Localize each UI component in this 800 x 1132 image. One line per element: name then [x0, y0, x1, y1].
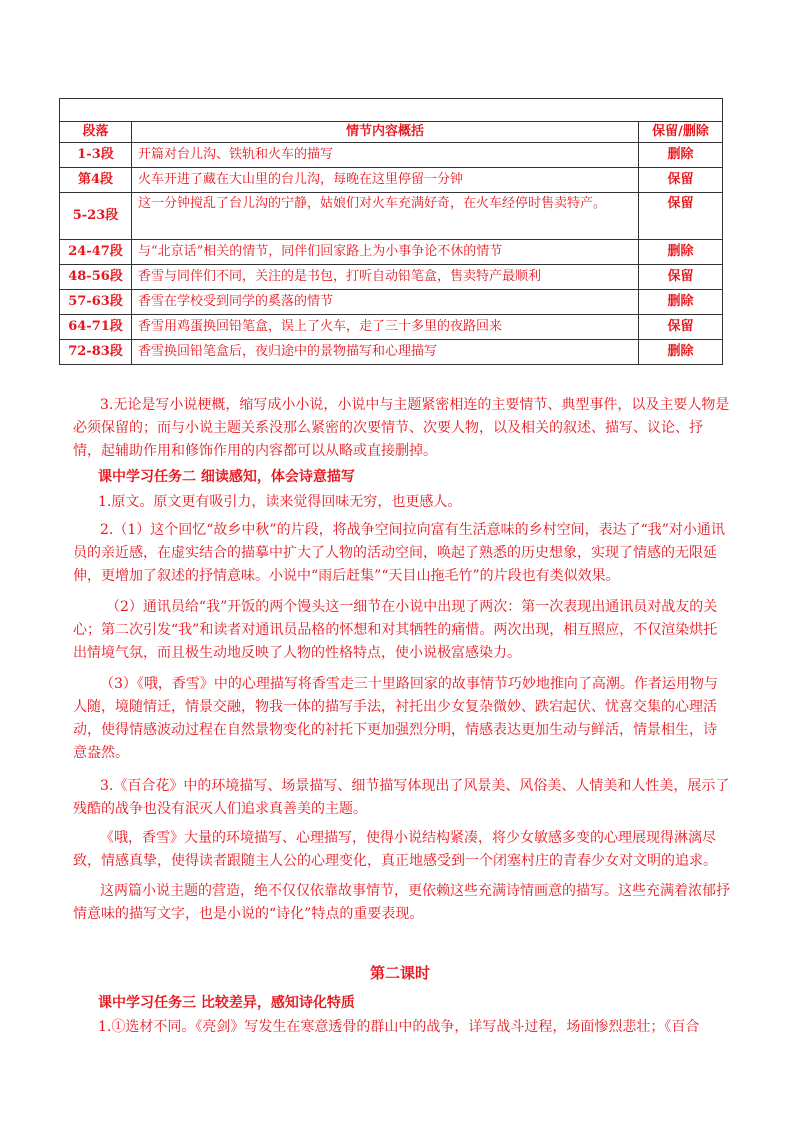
paragraph-xiangxue-description: 《哦，香雪》大量的环境描写、心理描写，使得小说结构紧凑，将少女敏感多变的心理展现得淋漓尽致，情感真挚，使得读者跟随主人公的心理变化，真正地感受到一个闭塞村庄的青春少女对文明的追求。: [73, 830, 717, 869]
table-row: [60, 315, 723, 340]
table-row: [60, 265, 723, 290]
segment-cell: 64-71段: [60, 315, 132, 340]
paragraph-original-text: 1.原文。原文更有吸引力，读来觉得回味无穷，也更感人。: [98, 494, 462, 510]
content-cell: 香雪在学校受到同学的奚落的情节: [132, 290, 639, 315]
task-two-heading: 课中学习任务二 细读感知，体会诗意描写: [98, 469, 355, 485]
table-header-row: [60, 122, 723, 143]
header-segment: 段落: [60, 122, 132, 143]
segment-cell: 24-47段: [60, 240, 132, 265]
table-row: [60, 168, 723, 193]
header-action: 保留/删除: [639, 122, 723, 143]
table-row: [60, 193, 723, 240]
content-cell: 与“北京话”相关的情节，同伴们回家路上为小事争论不休的情节: [132, 240, 639, 265]
paragraph-memory-fragment: 2.（1）这个回忆“故乡中秋”的片段，将战争空间拉向富有生活意味的乡村空间，表达了“我”对小通讯员的亲近感，在虚实结合的描摹中扩大了人物的活动空间，唤起了熟悉的历史想象，实现了情感的无限延伸，更增加了叙述的抒情意味。小说中“雨后赶集”“天目山拖毛竹”的片段也有类似效果。: [73, 522, 725, 584]
action-cell: 删除: [639, 143, 723, 168]
lesson-two-title: 第二课时: [369, 964, 430, 982]
content-cell: 香雪用鸡蛋换回铅笔盒，误上了火车，走了三十多里的夜路回来: [132, 315, 639, 340]
action-cell: 保留: [639, 265, 723, 290]
segment-cell: 第4段: [60, 168, 132, 193]
segment-cell: 1-3段: [60, 143, 132, 168]
table-row: [60, 240, 723, 265]
action-cell: 保留: [639, 193, 723, 240]
table-row: [60, 340, 723, 365]
segment-cell: 48-56段: [60, 265, 132, 290]
table-row: [60, 290, 723, 315]
action-cell: 删除: [639, 290, 723, 315]
paragraph-summary-rule: 3.无论是写小说梗概，缩写成小小说，小说中与主题紧密相连的主要情节、典型事件，以及主要人物是必须保留的；而与小说主题关系没那么紧密的次要情节、次要人物，以及相关的叙述、描写、议论、抒情，起辅助作用和修饰作用的内容都可以从略或直接删掉。: [73, 397, 730, 459]
segment-cell: 5-23段: [60, 193, 132, 240]
segment-cell: 72-83段: [60, 340, 132, 365]
plot-summary-table: [59, 98, 723, 365]
content-cell: 开篇对台儿沟、铁轨和火车的描写: [132, 143, 639, 168]
table-blank-row: [60, 99, 723, 122]
content-cell: 香雪换回铅笔盒后，夜归途中的景物描写和心理描写: [132, 340, 639, 365]
action-cell: 删除: [639, 240, 723, 265]
action-cell: 保留: [639, 315, 723, 340]
action-cell: 删除: [639, 340, 723, 365]
content-cell: 这一分钟搅乱了台儿沟的宁静，姑娘们对火车充满好奇，在火车经停时售卖特产。: [132, 193, 639, 240]
segment-cell: 57-63段: [60, 290, 132, 315]
action-cell: 保留: [639, 168, 723, 193]
paragraph-steamed-buns: （2）通讯员给“我”开饭的两个馒头这一细节在小说中出现了两次：第一次表现出通讯员对战友的关心；第二次引发“我”和读者对通讯员品格的怀想和对其牺牲的痛惜。两次出现，相互照应，不仅渲染烘托出情境气氛，而且极生动地反映了人物的性格特点，使小说极富感染力。: [73, 599, 718, 661]
content-cell: 香雪与同伴们不同，关注的是书包，打听自动铅笔盒，售卖特产最顺利: [132, 265, 639, 290]
table-row: [60, 143, 723, 168]
paragraph-poetic-theme: 这两篇小说主题的营造，绝不仅仅依靠故事情节，更依赖这些充满诗情画意的描写。这些充满着浓郁抒情意味的描写文字，也是小说的“诗化”特点的重要表现。: [73, 883, 730, 922]
paragraph-lily-description: 3.《百合花》中的环境描写、场景描写、细节描写体现出了风景美、风俗美、人情美和人性美，展示了残酷的战争也没有泯灭人们追求真善美的主题。: [73, 778, 730, 817]
task-three-heading: 课中学习任务三 比较差异，感知诗化特质: [98, 995, 355, 1011]
content-cell: 火车开进了藏在大山里的台儿沟，每晚在这里停留一分钟: [132, 168, 639, 193]
paragraph-psychological-description: （3）《哦，香雪》中的心理描写将香雪走三十里路回家的故事情节巧妙地推向了高潮。作者运用物与人随，境随情迁，情景交融，物我一体的描写手法，衬托出少女复杂微妙、跌宕起伏、忧喜交集的心理活动，使得情感波动过程在自然景物变化的衬托下更加强烈分明，情感表达更加生动与鲜活，情景相生，诗意盎然。: [73, 676, 718, 761]
paragraph-material-difference: 1.①选材不同。《亮剑》写发生在寒意透骨的群山中的战争，详写战斗过程，场面惨烈悲壮；《百合: [98, 1019, 700, 1035]
header-content: 情节内容概括: [132, 122, 639, 143]
